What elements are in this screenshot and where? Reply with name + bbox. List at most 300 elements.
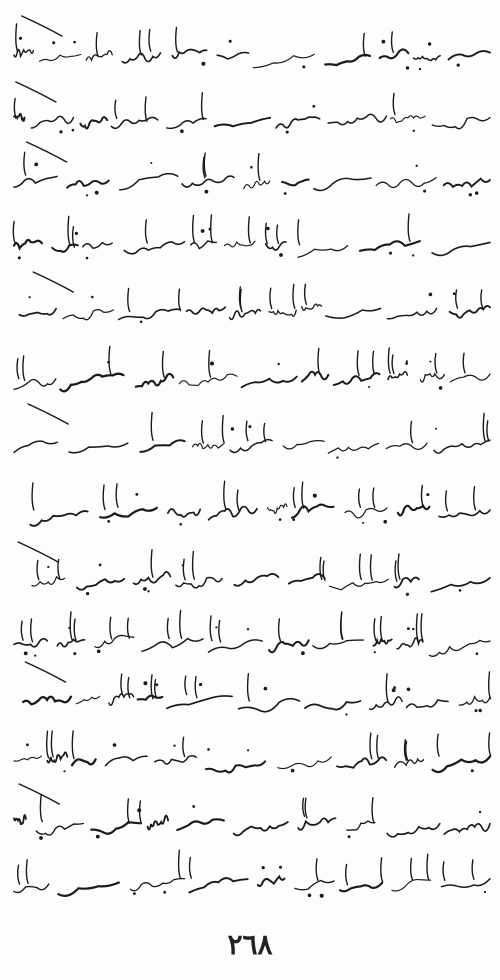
ink-word xyxy=(269,640,309,652)
ink-ascender xyxy=(359,489,361,507)
ink-dot xyxy=(405,362,408,365)
ink-ascender xyxy=(128,799,130,823)
ink-dot xyxy=(201,62,205,66)
ink-ascender xyxy=(163,351,165,377)
ink-ascender xyxy=(388,348,390,373)
ink-ascender xyxy=(18,865,20,884)
ink-dot xyxy=(413,130,415,132)
ink-ascender xyxy=(377,735,379,759)
ink-dot xyxy=(419,68,421,70)
ink-word xyxy=(334,373,380,385)
ink-dot xyxy=(476,652,479,655)
ink-ascender xyxy=(183,737,185,756)
ink-dot xyxy=(392,688,396,692)
ink-ascender xyxy=(145,97,147,122)
ink-ascender xyxy=(179,289,181,311)
ink-dot xyxy=(407,688,411,692)
ink-dot xyxy=(52,41,55,44)
ink-word xyxy=(47,752,67,762)
ink-word xyxy=(120,174,178,190)
ink-ascender xyxy=(146,220,148,243)
ink-dot xyxy=(428,42,431,45)
ink-dot xyxy=(99,564,102,567)
ink-ascender xyxy=(32,483,34,510)
ink-dot xyxy=(313,494,317,498)
ink-dot xyxy=(416,165,418,167)
ink-strokes xyxy=(14,404,490,459)
ink-word xyxy=(283,441,324,449)
ink-word xyxy=(268,504,287,514)
ink-word xyxy=(91,822,141,834)
ink-ascender xyxy=(210,616,212,641)
ink-ascender xyxy=(248,674,250,701)
ink-ascender xyxy=(224,481,226,508)
ink-word xyxy=(439,510,490,517)
ink-word xyxy=(328,114,386,124)
ink-ascender xyxy=(472,860,474,880)
ink-word xyxy=(244,181,270,189)
ink-dot xyxy=(426,493,429,496)
ink-dot xyxy=(18,256,21,259)
ink-dot xyxy=(34,163,38,167)
ink-word xyxy=(109,694,134,706)
ink-ascender xyxy=(115,100,117,118)
ink-word xyxy=(376,178,436,188)
page-number: ٢٦٨ xyxy=(227,928,273,961)
ink-dot xyxy=(262,866,265,869)
ink-word xyxy=(124,242,184,254)
ink-dot xyxy=(475,709,478,712)
ink-dot xyxy=(453,292,456,295)
ink-ascender xyxy=(264,423,266,441)
ink-ascender xyxy=(193,215,195,242)
ink-ascender xyxy=(202,93,204,120)
ink-strokes xyxy=(14,347,490,392)
ink-word xyxy=(57,640,84,647)
ink-word xyxy=(130,879,184,891)
handwritten-line-5 xyxy=(8,278,492,348)
ink-ascender xyxy=(219,621,221,642)
ink-strokes xyxy=(23,662,490,716)
ink-ascender xyxy=(128,289,130,312)
ink-word xyxy=(305,701,361,710)
ink-word xyxy=(63,310,113,320)
ink-word xyxy=(83,243,113,249)
ink-dot xyxy=(150,162,152,164)
ink-dot xyxy=(173,745,175,747)
ink-dot xyxy=(407,627,410,630)
ink-ascender xyxy=(151,550,153,578)
ink-dot xyxy=(140,321,143,324)
ink-word xyxy=(282,180,309,186)
ink-ascender xyxy=(202,421,204,443)
ink-ascender xyxy=(456,290,458,308)
ink-ascender xyxy=(258,154,260,181)
ink-ascender xyxy=(393,93,395,114)
ink-word xyxy=(450,374,490,382)
ink-word xyxy=(314,178,371,190)
ink-dot xyxy=(286,131,289,134)
ink-ascender xyxy=(176,27,178,52)
ink-word xyxy=(388,372,407,380)
ink-dot xyxy=(73,652,76,655)
ink-dot xyxy=(471,769,474,772)
ink-word xyxy=(31,116,73,128)
ink-dot xyxy=(143,681,147,685)
ink-word xyxy=(215,118,271,127)
ink-word xyxy=(340,883,382,891)
ink-dot xyxy=(308,894,312,898)
ink-ascender xyxy=(128,618,130,638)
ink-word xyxy=(387,308,436,318)
ink-ascender xyxy=(17,359,19,379)
ink-dot xyxy=(469,193,472,196)
ink-dot xyxy=(345,713,347,715)
ink-word xyxy=(295,881,334,890)
ink-word xyxy=(386,443,427,449)
ink-dot xyxy=(75,232,78,235)
ink-dot xyxy=(207,748,210,751)
ink-ascender xyxy=(190,858,192,879)
ink-word xyxy=(450,306,490,318)
ink-ascender xyxy=(31,619,33,642)
ink-dot xyxy=(412,628,414,630)
ink-ascender xyxy=(24,152,26,175)
ink-word xyxy=(69,443,128,453)
ink-word xyxy=(242,377,297,388)
ink-ascender xyxy=(249,217,251,243)
ink-word xyxy=(14,441,57,452)
ink-ascender xyxy=(427,854,429,880)
ink-ascender xyxy=(179,850,181,878)
ink-word xyxy=(36,824,83,836)
ink-ascender xyxy=(481,290,483,308)
ink-word xyxy=(80,117,107,128)
ink-dot xyxy=(247,749,249,751)
ink-dot xyxy=(179,523,182,526)
ink-dot xyxy=(209,228,212,231)
ink-ascender xyxy=(421,614,423,641)
ink-word xyxy=(391,116,426,123)
ink-word xyxy=(60,374,123,392)
ink-dot xyxy=(368,386,370,388)
ink-word xyxy=(239,699,300,712)
ink-dot xyxy=(389,252,392,255)
ink-dot xyxy=(86,592,89,595)
ink-dot xyxy=(143,587,147,591)
ink-ascender xyxy=(435,354,437,373)
ink-dot xyxy=(113,743,117,747)
handwritten-line-6 xyxy=(8,346,492,416)
ink-dot xyxy=(336,456,338,458)
ink-strokes xyxy=(13,214,490,259)
ink-dot xyxy=(429,293,433,297)
ink-word xyxy=(414,56,441,61)
ink-word xyxy=(77,579,124,590)
ink-strokes xyxy=(30,481,490,526)
ink-word xyxy=(330,579,389,590)
ink-dot xyxy=(406,360,408,362)
ink-ascender xyxy=(109,347,111,374)
ink-ascender xyxy=(116,484,118,507)
ink-dot xyxy=(73,41,76,44)
ink-word xyxy=(168,509,200,517)
ink-dot xyxy=(479,709,482,712)
ink-dot xyxy=(382,40,386,44)
ink-ascender xyxy=(195,677,197,698)
ink-dot xyxy=(68,627,70,629)
ink-ascender xyxy=(360,554,362,579)
ink-dot xyxy=(383,520,387,524)
ink-ascender xyxy=(279,619,281,641)
ink-dot xyxy=(291,769,295,773)
ink-word xyxy=(258,877,285,887)
ink-word xyxy=(209,507,257,520)
ink-dot xyxy=(406,66,409,69)
ink-word xyxy=(14,240,42,248)
ink-ascender xyxy=(26,860,28,884)
ink-word xyxy=(119,309,181,319)
ink-word xyxy=(298,818,335,830)
ink-dot xyxy=(279,518,282,521)
ink-ascender xyxy=(406,741,408,760)
ink-strokes xyxy=(14,731,491,773)
ink-word xyxy=(155,756,197,764)
ink-ascender xyxy=(72,731,74,759)
ink-ascender xyxy=(204,153,206,176)
ink-dot xyxy=(484,891,486,893)
ink-word xyxy=(444,179,490,187)
ink-ascender xyxy=(437,734,439,756)
ink-word xyxy=(167,696,232,708)
ink-ascender xyxy=(373,488,375,507)
ink-word xyxy=(148,816,169,830)
ink-ascender xyxy=(318,349,320,375)
ink-strokes xyxy=(14,784,490,840)
ink-dot xyxy=(59,130,62,133)
ink-word xyxy=(30,511,87,526)
ink-word xyxy=(302,372,328,382)
ink-word xyxy=(429,640,490,656)
ink-dot xyxy=(215,626,217,628)
ink-dot xyxy=(199,683,202,686)
ink-ascender xyxy=(128,678,130,698)
ink-dot xyxy=(24,652,28,656)
ink-strokes xyxy=(14,16,490,70)
ink-dot xyxy=(156,683,159,686)
ink-marginal-word xyxy=(22,16,62,36)
ink-ascender xyxy=(167,618,169,638)
ink-dot xyxy=(266,227,270,231)
ink-dot xyxy=(264,687,268,691)
ink-dot xyxy=(475,191,478,194)
ink-dot xyxy=(95,191,99,195)
ink-ascender xyxy=(357,351,359,376)
ink-ascender xyxy=(193,552,195,580)
ink-ascender xyxy=(47,731,49,758)
ink-ascender xyxy=(103,485,105,509)
ink-word xyxy=(95,635,134,647)
ink-ascender xyxy=(302,482,304,508)
ink-ascender xyxy=(266,223,268,243)
ink-word xyxy=(407,700,449,708)
ink-word xyxy=(40,55,81,62)
ink-ascender xyxy=(40,795,42,822)
ink-word xyxy=(67,181,109,188)
ink-ascender xyxy=(463,353,465,373)
ink-dot xyxy=(302,65,305,68)
ink-word xyxy=(420,374,444,382)
ink-ascender xyxy=(185,676,187,694)
ink-ascender xyxy=(246,421,248,441)
ink-dot xyxy=(231,427,234,430)
ink-dot xyxy=(47,566,49,568)
ink-dot xyxy=(247,628,249,630)
ink-ascender xyxy=(270,288,272,308)
ink-ascender xyxy=(21,621,23,640)
ink-ascender xyxy=(474,487,476,510)
ink-ascender xyxy=(483,413,485,440)
ink-ascender xyxy=(68,216,70,244)
ink-word xyxy=(230,310,261,320)
ink-word xyxy=(234,574,278,586)
ink-dot xyxy=(180,129,184,133)
ink-strokes xyxy=(14,850,490,898)
ink-ascender xyxy=(320,557,322,579)
ink-dot xyxy=(229,40,232,43)
ink-dot xyxy=(459,589,462,592)
ink-word xyxy=(138,696,163,700)
ink-ascender xyxy=(237,490,239,510)
ink-dot xyxy=(429,361,431,363)
ink-ascender xyxy=(392,355,394,374)
ink-dot xyxy=(182,564,184,566)
ink-word xyxy=(14,756,41,761)
ink-word xyxy=(179,374,237,385)
ink-ascender xyxy=(446,491,448,511)
ink-ascender xyxy=(392,32,394,52)
ink-ascender xyxy=(139,30,141,55)
ink-dot xyxy=(412,254,414,256)
ink-word xyxy=(193,444,224,449)
ink-dot xyxy=(279,866,282,869)
ink-ascender xyxy=(489,672,491,699)
ink-ascender xyxy=(96,33,98,57)
ink-strokes xyxy=(14,611,490,657)
ink-ascender xyxy=(443,862,445,880)
ink-ascender xyxy=(16,24,18,52)
ink-dot xyxy=(29,296,31,298)
ink-word xyxy=(432,242,490,255)
ink-ascender xyxy=(151,413,153,441)
ink-ascender xyxy=(417,614,419,642)
handwritten-line-7 xyxy=(8,410,492,480)
ink-word xyxy=(206,761,265,772)
ink-ascender xyxy=(316,859,318,881)
ink-word xyxy=(77,696,100,703)
ink-ascender xyxy=(381,858,383,882)
ink-word xyxy=(434,440,490,453)
ink-word xyxy=(298,246,348,258)
ink-dot xyxy=(348,835,351,838)
ink-dot xyxy=(86,194,88,196)
ink-dot xyxy=(97,650,101,654)
ink-word xyxy=(398,506,430,516)
ink-ascender xyxy=(70,612,72,640)
ink-dot xyxy=(163,891,166,894)
ink-word xyxy=(140,440,184,452)
ink-strokes xyxy=(14,142,490,197)
ink-word xyxy=(217,53,248,59)
ink-word xyxy=(100,508,157,518)
handwritten-line-14 xyxy=(8,850,492,920)
ink-word xyxy=(395,578,420,588)
ink-ascender xyxy=(222,416,224,444)
ink-dot xyxy=(34,655,36,657)
ink-dot xyxy=(292,518,295,521)
ink-ascender xyxy=(155,680,157,698)
ink-ascender xyxy=(489,733,491,756)
ink-ascender xyxy=(180,611,182,639)
ink-word xyxy=(449,51,491,59)
ink-ascender xyxy=(110,617,112,639)
ink-word xyxy=(266,242,286,250)
ink-ascender xyxy=(14,99,16,119)
ink-word xyxy=(289,574,325,584)
handwritten-line-8 xyxy=(8,478,492,548)
ink-dot xyxy=(19,37,22,40)
ink-dot xyxy=(312,105,315,108)
ink-dot xyxy=(374,651,376,653)
handwritten-line-12 xyxy=(8,728,492,798)
ink-word xyxy=(142,639,203,652)
ink-dot xyxy=(278,363,280,365)
ink-word xyxy=(187,307,226,314)
ink-ascender xyxy=(23,356,25,381)
ink-ascender xyxy=(74,619,76,640)
ink-ascender xyxy=(372,798,374,823)
ink-dot xyxy=(320,894,324,898)
ink-word xyxy=(397,638,423,649)
ink-word xyxy=(433,756,490,772)
ink-dot xyxy=(137,808,141,812)
ink-word xyxy=(395,759,424,767)
ink-ascender xyxy=(121,674,123,695)
ink-strokes xyxy=(18,542,490,596)
ink-ascender xyxy=(487,421,489,441)
ink-ascender xyxy=(277,225,279,243)
ink-strokes xyxy=(19,272,490,323)
ink-dot xyxy=(201,229,205,233)
ink-word xyxy=(269,310,296,316)
ink-ascender xyxy=(386,674,388,702)
ink-ascender xyxy=(293,285,295,309)
ink-dot xyxy=(439,386,443,390)
ink-word xyxy=(278,757,332,769)
ink-word xyxy=(72,759,96,765)
ink-ascender xyxy=(422,486,424,507)
ink-word xyxy=(276,117,320,128)
ink-word xyxy=(292,505,334,518)
ink-dot xyxy=(284,192,287,195)
ink-ascender xyxy=(346,865,348,885)
ink-dot xyxy=(39,836,43,840)
ink-word xyxy=(326,308,381,318)
ink-ascender xyxy=(370,733,372,759)
ink-ascender xyxy=(183,559,185,580)
ink-dot xyxy=(107,520,110,523)
ink-word xyxy=(14,639,47,647)
